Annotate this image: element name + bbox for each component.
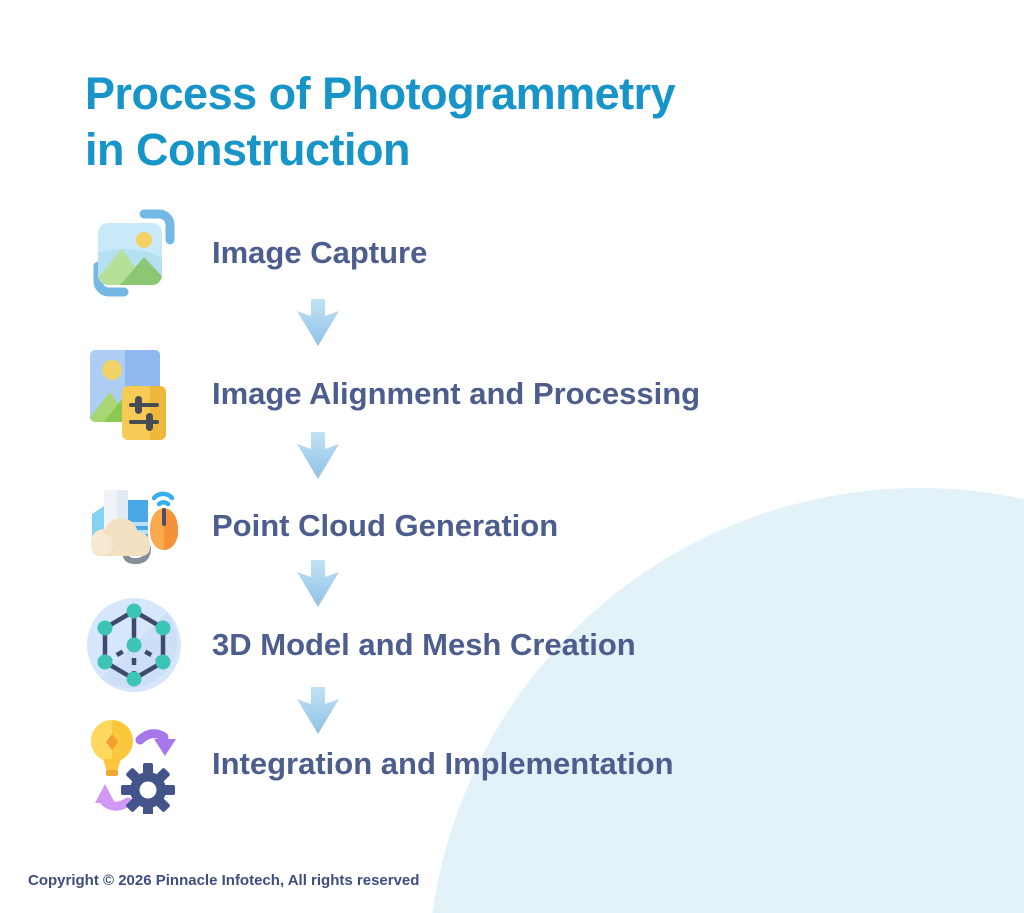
page-title-line2: in Construction xyxy=(85,124,410,175)
step-row-image-alignment xyxy=(84,344,700,444)
point-cloud-icon xyxy=(84,476,184,576)
mesh-cube-icon xyxy=(84,595,184,695)
flow-arrow-1 xyxy=(296,299,340,347)
integration-icon xyxy=(84,714,184,814)
step-label: Integration and Implementation xyxy=(212,746,674,781)
page-title xyxy=(85,66,675,178)
step-label: Image Capture xyxy=(212,235,428,270)
step-label: Image Alignment and Processing xyxy=(212,376,701,411)
step-label: Point Cloud Generation xyxy=(212,508,559,543)
copyright-text: Copyright © 2026 Pinnacle Infotech, All rights reserved xyxy=(28,872,420,889)
step-row-integration xyxy=(84,714,674,814)
step-row-image-capture xyxy=(84,203,427,303)
page-title-line1: Process of Photogrammetry xyxy=(85,68,676,119)
flow-arrow-2 xyxy=(296,432,340,480)
image-capture-icon xyxy=(84,203,184,303)
image-alignment-icon xyxy=(84,344,184,444)
step-label: 3D Model and Mesh Creation xyxy=(212,627,636,662)
step-row-3d-model xyxy=(84,595,636,695)
